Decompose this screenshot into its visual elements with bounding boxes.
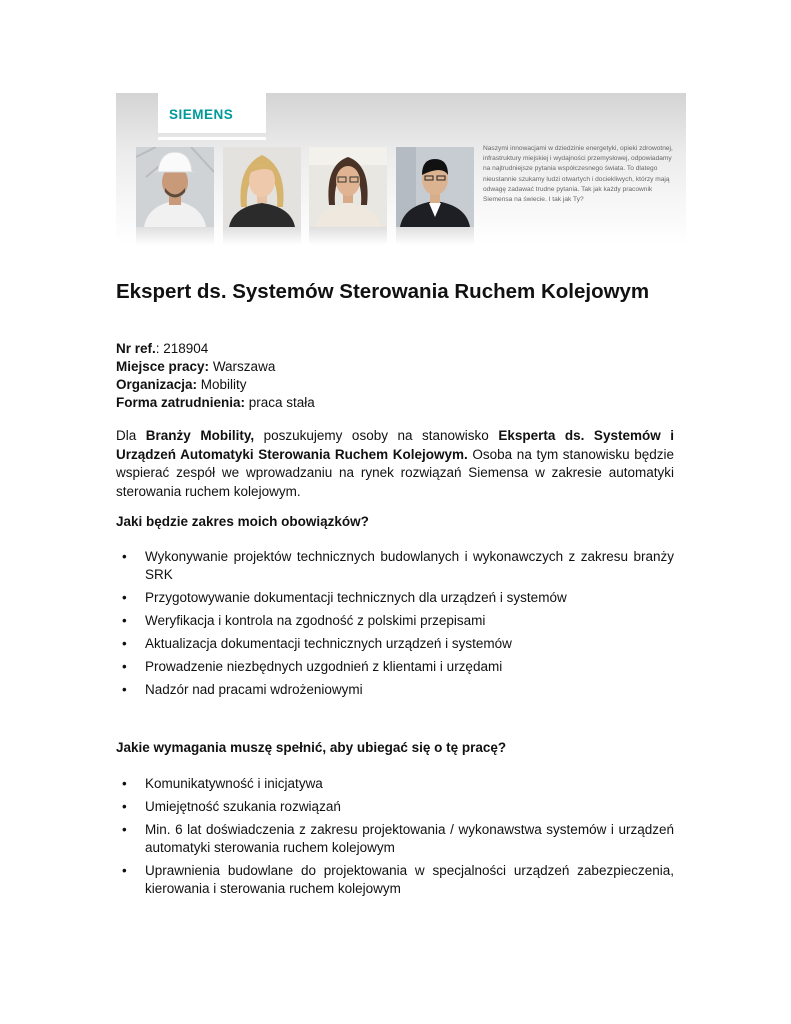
bullet-icon: • bbox=[122, 659, 127, 674]
bullet-icon: • bbox=[122, 613, 127, 628]
photo-reflection bbox=[309, 227, 387, 245]
list-item bbox=[116, 821, 674, 857]
list-item-text: Weryfikacja i kontrola na zgodność z polskimi przepisami bbox=[145, 613, 486, 628]
meta-organization: Organizacja: Mobility bbox=[116, 377, 247, 392]
list-item-text: Prowadzenie niezbędnych uzgodnień z klientami i urzędami bbox=[145, 659, 503, 674]
meta-place: Miejsce pracy: Warszawa bbox=[116, 359, 276, 374]
list-item-text: Przygotowywanie dokumentacji technicznych dla urządzeń i systemów bbox=[145, 590, 567, 605]
list-item bbox=[116, 862, 674, 898]
meta-ref: Nr ref.: 218904 bbox=[116, 341, 209, 356]
meta-employment-form: Forma zatrudnienia: praca stała bbox=[116, 395, 315, 410]
bullet-icon: • bbox=[122, 590, 127, 605]
list-item bbox=[116, 635, 674, 653]
list-item-text: Min. 6 lat doświadczenia z zakresu projektowania / wykonawstwa systemów i urządzeń automatyki sterowania ruchem kolejowym bbox=[145, 822, 674, 855]
list-item bbox=[116, 589, 674, 607]
list-item bbox=[116, 798, 674, 816]
list-item-text: Komunikatywność i inicjatywa bbox=[145, 776, 323, 791]
list-item-text: Aktualizacja dokumentacji technicznych urządzeń i systemów bbox=[145, 636, 512, 651]
bullet-icon: • bbox=[122, 549, 127, 564]
bullet-icon: • bbox=[122, 822, 127, 837]
requirements-list bbox=[116, 775, 674, 903]
bullet-icon: • bbox=[122, 776, 127, 791]
intro-paragraph: Dla Branży Mobility, poszukujemy osoby na stanowisko Eksperta ds. Systemów i Urządzeń Automatyki Sterowania Ruchem Kolejowym. Osoba na tym stanowisku będzie wspierać zespół we wprowadzaniu na rynek rozwiązań Siemensa w zakresie automatyki sterowania ruchem kolejowym. bbox=[116, 428, 674, 499]
siemens-logo: SIEMENS bbox=[169, 107, 234, 122]
list-item bbox=[116, 681, 674, 699]
list-item bbox=[116, 548, 674, 584]
list-item bbox=[116, 612, 674, 630]
list-item-text: Wykonywanie projektów technicznych budowlanych i wykonawczych z zakresu branży SRK bbox=[145, 549, 674, 582]
list-item bbox=[116, 658, 674, 676]
list-item-text: Nadzór nad pracami wdrożeniowymi bbox=[145, 682, 363, 697]
bullet-icon: • bbox=[122, 682, 127, 697]
duties-list bbox=[116, 548, 674, 704]
photo-worker-helmet bbox=[136, 147, 214, 227]
section-heading-duties: Jaki będzie zakres moich obowiązków? bbox=[116, 514, 369, 529]
list-item-text: Uprawnienia budowlane do projektowania w specjalności urządzeń zabezpieczenia, kierowania i sterowania ruchem kolejowym bbox=[145, 863, 674, 896]
photo-reflection bbox=[136, 227, 214, 245]
logo-divider bbox=[158, 137, 266, 140]
job-title: Ekspert ds. Systemów Sterowania Ruchem Kolejowym bbox=[116, 280, 650, 303]
bullet-icon: • bbox=[122, 799, 127, 814]
bullet-icon: • bbox=[122, 636, 127, 651]
photo-reflection bbox=[223, 227, 301, 245]
banner-slogan: Naszymi innowacjami w dziedzinie energetyki, opieki zdrowotnej, infrastruktury miejskiej i wydajności przemysłowej, odpowiadamy na najtrudniejsze pytania współczesnego świata. To dlatego nieustannie szukamy ludzi otwartych i dociekliwych, którzy mają odwagę zadawać trudne pytania. Tak jak każdy pracownik Siemensa na świecie. I tak jak Ty? bbox=[483, 145, 673, 204]
list-item-text: Umiejętność szukania rozwiązań bbox=[145, 799, 341, 814]
job-meta bbox=[116, 340, 315, 412]
section-heading-requirements: Jakie wymagania muszę spełnić, aby ubiegać się o tę pracę? bbox=[116, 740, 507, 755]
photo-woman-glasses bbox=[309, 147, 387, 227]
photo-man-suit bbox=[396, 147, 474, 227]
bullet-icon: • bbox=[122, 863, 127, 878]
photo-blonde-woman bbox=[223, 147, 301, 227]
photo-reflection bbox=[396, 227, 474, 245]
header-banner bbox=[116, 93, 686, 245]
list-item bbox=[116, 775, 674, 793]
